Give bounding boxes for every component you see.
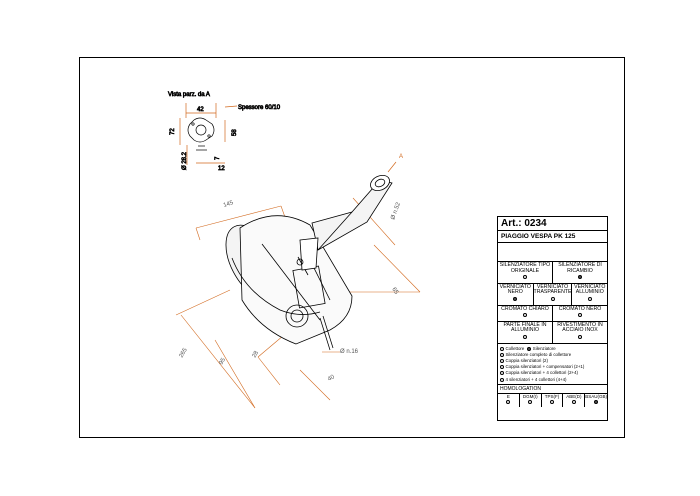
homologation-bsau-radio[interactable] — [594, 400, 598, 404]
paint-row — [498, 284, 607, 306]
muffler-body — [215, 172, 392, 350]
dim-52: Ø n.52 — [390, 201, 403, 221]
chrome-black-cell — [553, 306, 607, 321]
options-list — [498, 344, 607, 385]
option-radio[interactable] — [500, 371, 504, 375]
finish-aluminium-cell — [498, 322, 553, 343]
type-replacement-label: SILENZIATORE DI RICAMBIO — [558, 262, 602, 274]
option-radio[interactable] — [500, 353, 504, 357]
type-replacement-cell — [553, 262, 607, 283]
option-item — [500, 377, 605, 383]
option-radio[interactable] — [500, 378, 504, 382]
homologation-e-label: E — [506, 393, 510, 399]
finish-row — [498, 322, 607, 344]
paint-aluminium-radio[interactable] — [588, 297, 592, 301]
homologation-dgm-radio[interactable] — [528, 400, 532, 404]
paint-clear-radio[interactable] — [551, 297, 555, 301]
finish-inox-cell — [553, 322, 607, 343]
type-replacement-radio[interactable] — [578, 275, 582, 279]
homologation-bsau-cell — [585, 394, 607, 407]
homologation-abe-radio[interactable] — [572, 400, 576, 404]
flange-hole-diam: Ø 28.2 — [182, 151, 188, 170]
chrome-light-radio[interactable] — [523, 313, 527, 317]
blank-row — [498, 243, 607, 262]
option-label: Coppia silenziatori + compensatori (2+1) — [505, 364, 585, 370]
chrome-black-radio[interactable] — [578, 313, 582, 317]
flange-height-left: 72 — [170, 128, 176, 135]
chrome-row — [498, 306, 607, 322]
flange-height-right: 58 — [232, 129, 238, 136]
finish-inox-radio[interactable] — [578, 335, 582, 339]
type-row — [498, 262, 607, 284]
option-label: 4 silenziatori + 4 collettori (4+4) — [505, 376, 567, 382]
homologation-dgm-cell — [520, 394, 542, 407]
paint-aluminium-label: VERNICIATO ALLUMINIO — [574, 283, 606, 296]
paint-black-cell — [498, 284, 534, 305]
homologation-e-radio[interactable] — [506, 400, 510, 404]
type-original-label: SILENZIATORE TIPO ORIGINALE — [499, 262, 551, 274]
option-label: Coppia silenziatori + 4 collettori (2+4) — [505, 370, 578, 376]
type-original-cell — [498, 262, 553, 283]
paint-aluminium-cell — [572, 284, 607, 305]
dim-40: 40 — [327, 374, 336, 383]
dim-145: 145 — [222, 200, 235, 209]
finish-aluminium-radio[interactable] — [523, 335, 527, 339]
homologation-tps-radio[interactable] — [550, 400, 554, 404]
flange-bottom-dim: 12 — [218, 166, 225, 172]
article-number: 0234 — [524, 218, 547, 229]
chrome-light-cell — [498, 306, 553, 321]
homologation-abe-cell — [563, 394, 585, 407]
chrome-black-label: CROMATO NERO — [558, 305, 602, 312]
dim-265: 265 — [178, 347, 189, 359]
finish-aluminium-label: PARTE FINALE IN ALLUMINIO — [503, 321, 547, 334]
option-radio[interactable] — [500, 365, 504, 369]
homologation-tps-cell — [542, 394, 564, 407]
homologation-section — [498, 385, 607, 407]
paint-clear-cell — [534, 284, 573, 305]
finish-inox-label: RIVESTIMENTO IN ACCIAIO INOX — [557, 321, 603, 334]
homologation-row — [498, 393, 607, 407]
view-marker-a: A — [399, 154, 404, 160]
dim-28: 28 — [251, 350, 261, 359]
homologation-dgm-label: DGM(I) — [522, 393, 538, 399]
homologation-abe-label: ABE(D) — [566, 393, 582, 399]
option-radio[interactable] — [500, 359, 504, 363]
homologation-tps-label: TPS(F) — [544, 393, 560, 399]
flange-view — [168, 92, 281, 172]
silencer-label: Silenziatore — [532, 345, 556, 351]
paint-black-radio[interactable] — [513, 297, 517, 301]
article-header — [498, 217, 607, 231]
dim-95: 95 — [218, 357, 228, 366]
homologation-e-cell — [498, 394, 520, 407]
silencer-radio[interactable] — [527, 347, 531, 351]
thickness-label: Spessore 60/10 — [238, 105, 281, 111]
type-original-radio[interactable] — [523, 275, 527, 279]
homologation-label: HOMOLOGATION — [500, 385, 542, 392]
option-label: Coppia silenziatori (2) — [505, 357, 548, 363]
title-block — [497, 216, 608, 421]
dim-16: Ø n.16 — [340, 349, 359, 355]
collector-radio[interactable] — [500, 347, 504, 351]
homologation-bsau-label: BSAU(GB) — [585, 393, 608, 399]
flange-width-dim: 42 — [197, 107, 204, 113]
paint-black-label: VERNICIATO NERO — [499, 283, 531, 296]
dim-65: 65 — [390, 286, 400, 296]
collector-label: Collettore — [505, 345, 525, 351]
chrome-light-label: CROMATO CHIARO — [501, 305, 549, 312]
option-label: Silenziatore completo di collettore — [505, 351, 572, 357]
model-name: PIAGGIO VESPA PK 125 — [498, 231, 607, 243]
paint-clear-label: VERNICIATO TRASPARENTE — [533, 283, 572, 296]
flange-offset-dim: 7 — [215, 156, 221, 160]
article-prefix: Art.: — [501, 218, 522, 229]
view-label: Vista parz. da A — [168, 92, 210, 98]
